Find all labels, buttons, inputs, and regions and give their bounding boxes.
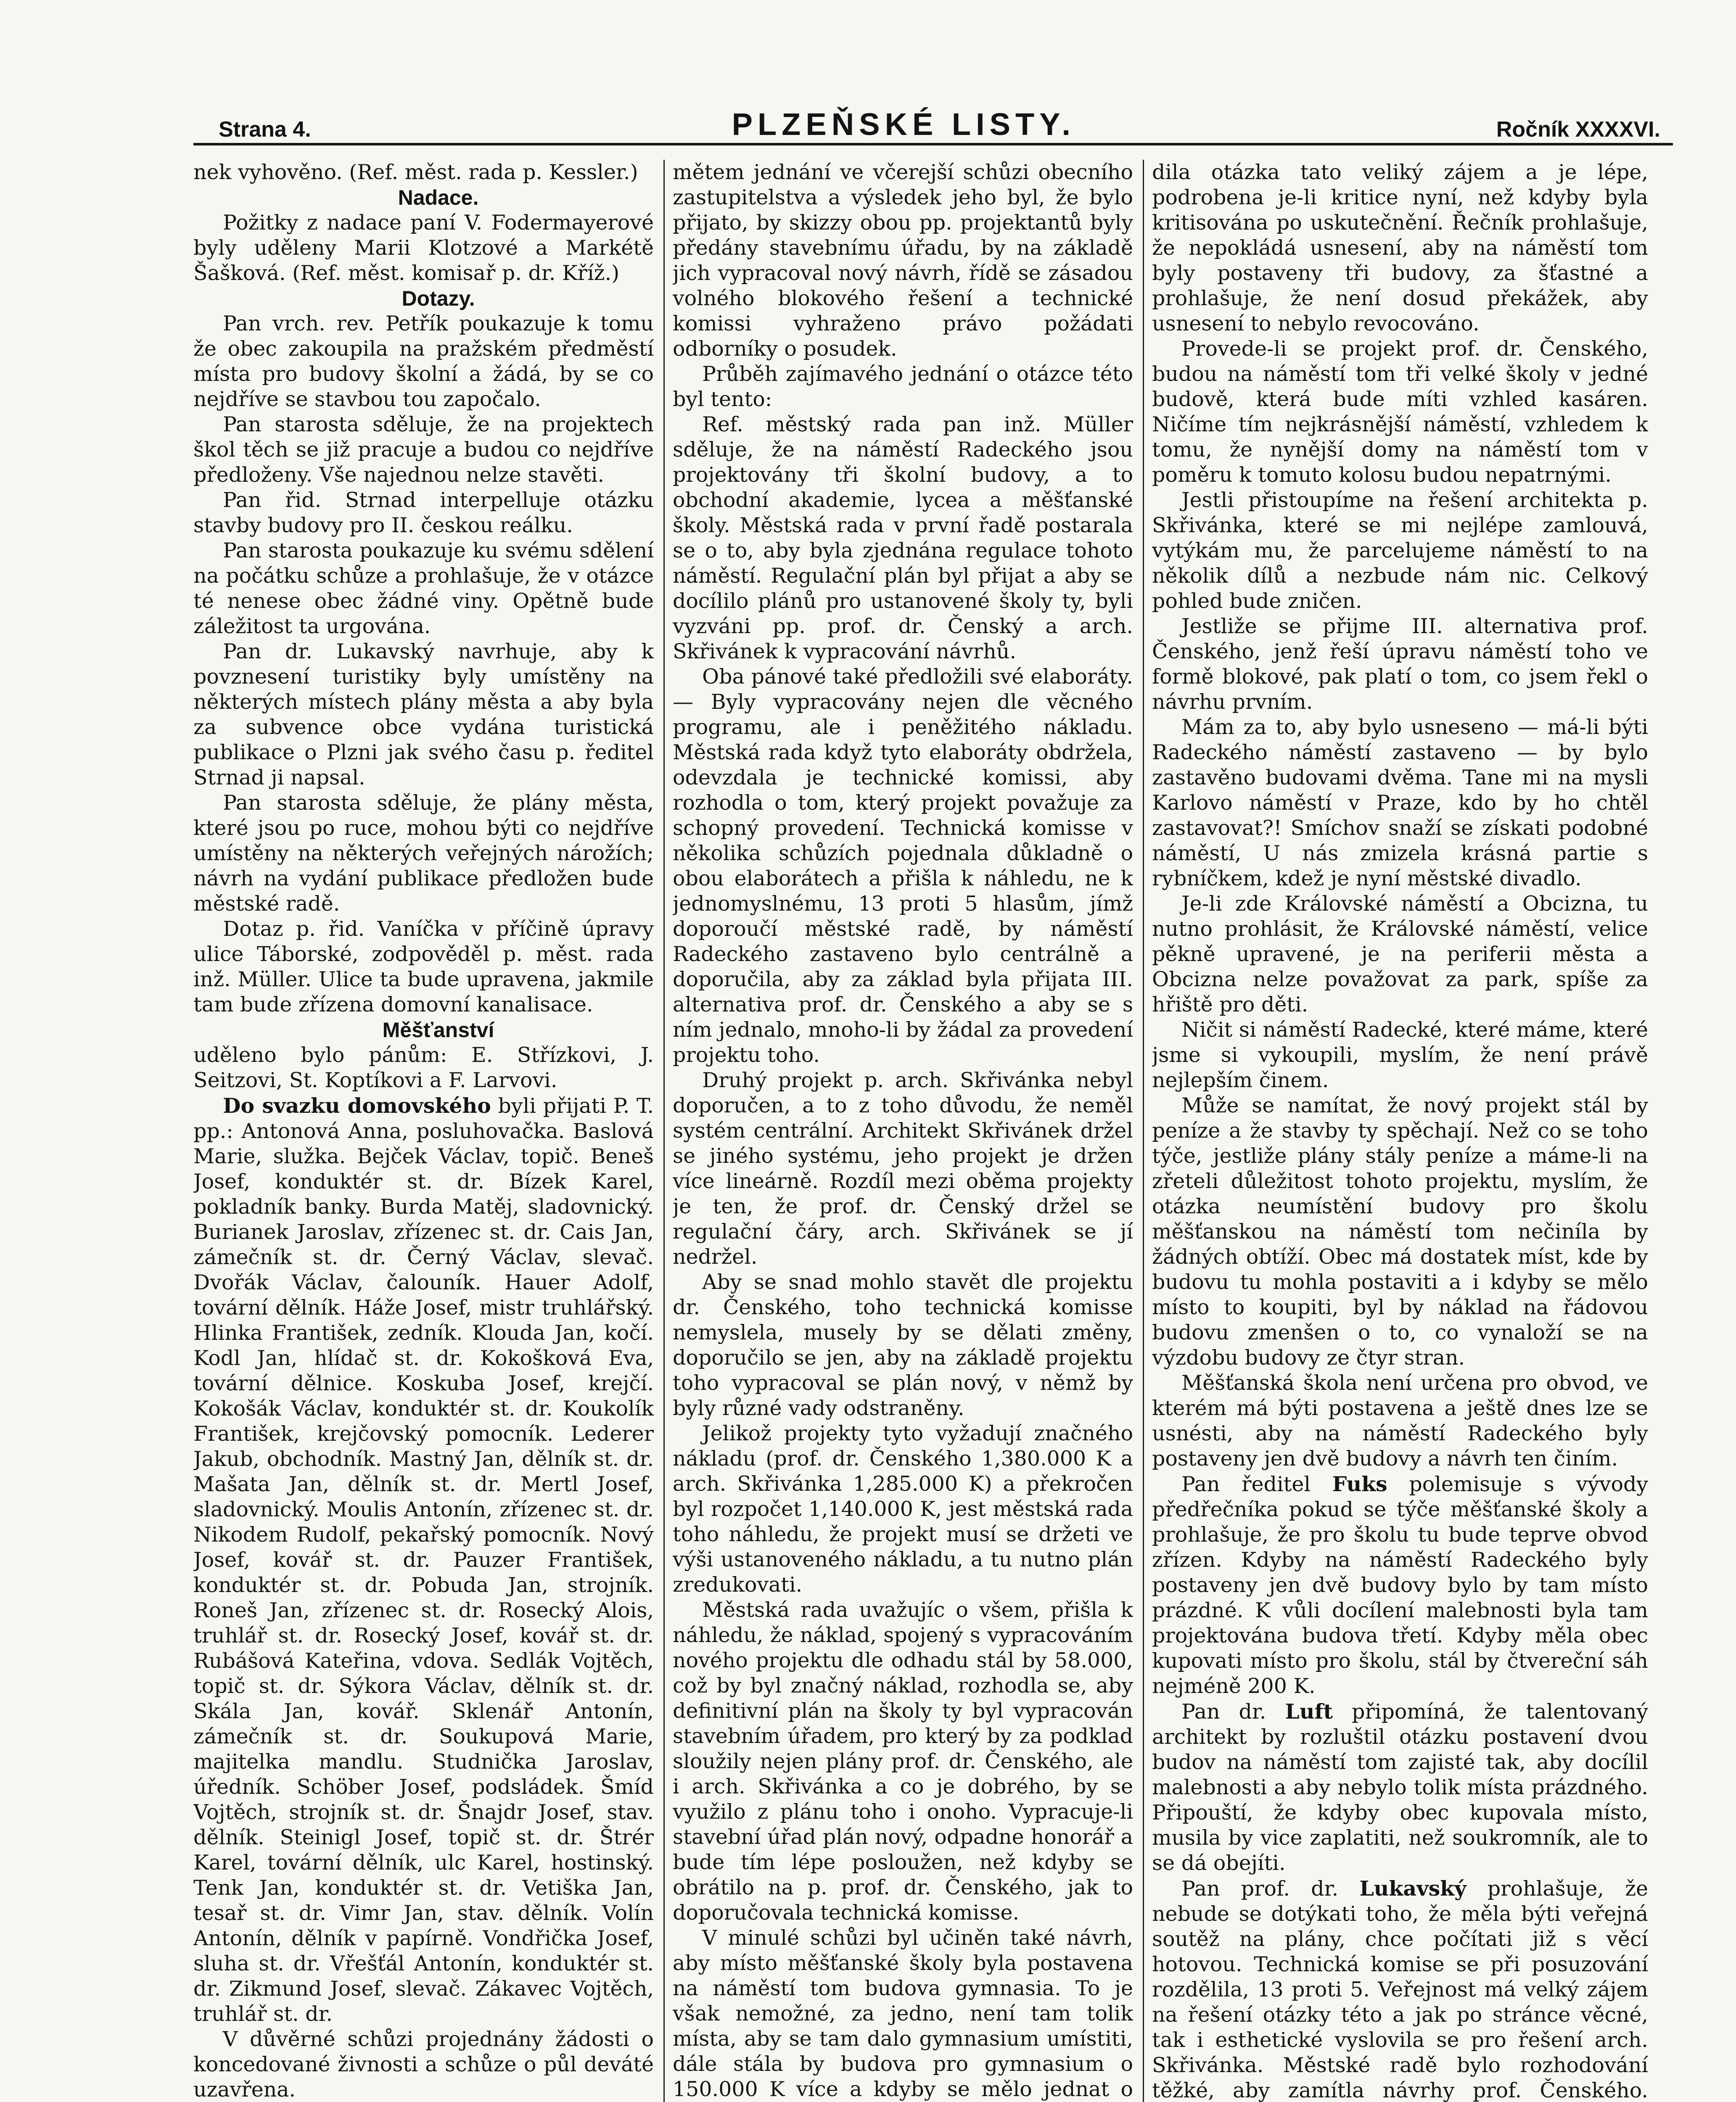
bold-name: Lukavský: [1359, 1876, 1466, 1901]
paragraph: Ref. městský rada pan inž. Müller sděluje, že na náměstí Radeckého jsou projektovány tři školní budovy, a to obchodní akademie, lycea a měšťanské školy. Městská rada v první řadě postarala se o to, aby byla zjednána regulace tohoto náměstí. Regulační plán byl přijat a aby se docílilo plánů pro ustanovené školy ty, byli vyzváni pp. prof. dr. Čenský a arch. Skřivánek k vypracování návrhů.: [673, 412, 1133, 663]
header-rule: [193, 143, 1673, 145]
paragraph: Jestliže se přijme III. alternativa prof. Čenského, jenž řeší úpravu náměstí toho ve formě blokové, pak platí o tom, co jsem řekl o návrhu prvním.: [1152, 614, 1648, 714]
column-3: [1152, 160, 1648, 2102]
section-heading-nadace: Nadace.: [398, 186, 479, 209]
paragraph: nek vyhověno. (Ref. měst. rada p. Kessler.): [193, 160, 638, 184]
paragraph: Městská rada uvažujíc o všem, přišla k náhledu, že náklad, spojený s vypracováním nového projektu dle odhadu stál by 58.000, což by byl značný náklad, rozhodla se, aby definitivní plán na školy ty byl vypracován stavebním úřadem, pro který by za podklad sloužily nejen plány prof. dr. Čenského, ale i arch. Skřivánka a co je dobrého, by se využilo z plánu toho i onoho. Vypracuje-li stavební úřad plán nový, odpadne honorář a bude tím lépe posloužen, než kdyby se obrátilo na p. prof. dr. Čenského, jak to doporučovala technická komisse.: [673, 1598, 1133, 1925]
paragraph: Jelikož projekty tyto vyžadují značného nákladu (prof. dr. Čenského 1,380.000 K a arch. Skřivánka 1,285.000 K) a překročen byl rozpočet 1,140.000 K, jest městská rada toho náhledu, že projekt musí se držeti ve výši ustanoveného nákladu, a tu nutno plán zredukovati.: [673, 1421, 1133, 1597]
paragraph: [1152, 1876, 1648, 2102]
paragraph: [1152, 1699, 1648, 1876]
paragraph: Druhý projekt p. arch. Skřivánka nebyl doporučen, a to z toho důvodu, že neměl systém centrální. Architekt Skřivánek držel se jiného systému, jeho projekt je držen více lineárně. Rozdíl mezi oběma projekty je ten, že prof. dr. Čenský držel se regulační čáry, arch. Skřivánek se jí nedržel.: [673, 1068, 1133, 1269]
paragraph: Požitky z nadace paní V. Fodermayerové byly uděleny Marii Klotzové a Markétě Šašková. (Ref. měst. komisař p. dr. Kříž.): [193, 211, 654, 285]
bold-lead: Do svazku domovského: [223, 1093, 491, 1118]
paragraph: Mám za to, aby bylo usneseno — má-li býti Radeckého náměstí zastaveno — by bylo zastavěno budovami dvěma. Tane mi na mysli Karlovo náměstí v Praze, kdo by ho chtěl zastavovat?! Smíchov snaží se získati podobné náměstí, U nás zmizela krásná partie s rybníčkem, kdež je nyní městské divadlo.: [1152, 715, 1648, 890]
column-divider: [1143, 160, 1144, 2102]
paragraph: V minulé schůzi byl učiněn také návrh, aby místo měšťanské školy byla postavena na náměstí tom budova gymnasia. To je však nemožné, za jedno, není tam tolik místa, aby se tam dalo gymnasium umístiti, dále stála by budova pro gymnasium o 150.000 K více a kdyby se mělo jednat o: [673, 1926, 1133, 2101]
page-number: Strana 4.: [219, 117, 311, 142]
paragraph: Ničit si náměstí Radecké, které máme, které jsme si vykoupili, myslím, že není právě nejlepším činem.: [1152, 1018, 1648, 1092]
paragraph: Pan starosta poukazuje ku svému sdělení na počátku schůze a prohlašuje, že v otázce té nenese obec žádné viny. Opětně bude záležitost ta urgována.: [193, 539, 654, 638]
paragraph: dila otázka tato veliký zájem a je lépe, podrobena je-li kritice nyní, než kdyby byla kritisována po uskutečnění. Řečník prohlašuje, že nepokládá usnesení, aby na náměstí tom byly postaveny tři budovy, za šťastné a prohlašuje, že není dosud překážek, aby usnesení to nebylo revocováno.: [1152, 160, 1648, 335]
paragraph: uděleno bylo pánům: E. Střízkovi, J. Seitzovi, St. Koptíkovi a F. Larvovi.: [193, 1043, 654, 1092]
paragraph: Aby se snad mohlo stavět dle projektu dr. Čenského, toho technická komisse nemyslela, musely by se dělati změny, doporučilo se jen, aby na základě projektu toho vypracoval se plán nový, v němž by byly různé vady odstraněny.: [673, 1270, 1133, 1420]
bold-name: Fuks: [1332, 1472, 1387, 1496]
paragraph-text: polemisuje s vývody předřečníka pokud se týče měšťanské školy a prohlašuje, že pro školu tu bude teprve obvod zřízen. Kdyby na náměstí Radeckého byly postaveny jen dvě budovy bylo by tam místo prázdné. K vůli docílení malebnosti byla tam projektována budova třetí. Kdyby měla obec kupovati místo pro školu, stál by čtvereční sáh nejméně 200 K.: [1152, 1472, 1648, 1698]
masthead-title: PLZEŇSKÉ LISTY.: [732, 107, 1075, 142]
paragraph: Oba pánové také předložili své elaboráty. — Byly vypracovány nejen dle věcného programu, ale i peněžitého nákladu. Městská rada když tyto elaboráty obdržela, odevzdala je technické komissi, aby rozhodla o tom, který projekt považuje za schopný provedení. Technická komisse v několika schůzích pojednala důkladně o obou elaborátech a přišla k náhledu, ne k jednomyslnému, 13 proti 5 hlasům, jímž doporoučí městské radě, by náměstí Radeckého zastaveno bylo centrálně a doporučila, aby za základ byla přijata III. alternativa prof. dr. Čenského a aby se s ním jednalo, mnoho-li by žádal za provedení projektu toho.: [673, 665, 1133, 1067]
paragraph: Průběh zajímavého jednání o otázce této byl tento:: [673, 362, 1133, 411]
paragraph: Pan dr. Lukavský navrhuje, aby k povznesení turistiky byly umístěny na některých místech plány města a aby byla za subvence obce vydána turistická publikace o Plzni jak svého času p. ředitel Strnad ji napsal.: [193, 639, 654, 790]
column-divider: [663, 160, 665, 2102]
paragraph: Pan vrch. rev. Petřík poukazuje k tomu že obec zakoupila na pražském předměstí místa pro budovy školní a žádá, by se co nejdříve se stavbou tou započalo.: [193, 312, 654, 411]
paragraph: Pan řid. Strnad interpelluje otázku stavby budovy pro II. českou reálku.: [193, 488, 654, 537]
paragraph: Provede-li se projekt prof. dr. Čenského, budou na náměstí tom tři velké školy v jedné budově, která bude míti vzhled kasáren. Ničíme tím nejkrásnější náměstí, vzhledem k tomu, že nynější domy na náměstí tom v poměru k tomuto kolosu budou nepatrnými.: [1152, 337, 1648, 487]
page-header: [219, 100, 1660, 142]
section-heading-dotazy: Dotazy.: [402, 287, 475, 310]
paragraph-text: Pan dr.: [1181, 1700, 1285, 1724]
bold-name: Luft: [1285, 1699, 1333, 1724]
paragraph-text: Pan prof. dr.: [1181, 1877, 1360, 1901]
paragraph: mětem jednání ve včerejší schůzi obecního zastupitelstva a výsledek jeho byl, že bylo přijato, by skizzy obou pp. projektantů byly předány stavebnímu úřadu, by na základě jich vypracoval nový návrh, řídě se zásadou volného blokového řešení a technické komissi vyhraženo právo požádati odborníky o posudek.: [673, 160, 1133, 361]
paragraph: Jestli přistoupíme na řešení architekta p. Skřivánka, které se mi nejlépe zamlouvá, vytýkám mu, že parcelujeme náměstí to na několik dílů a nezbude nám nic. Celkový pohled bude zničen.: [1152, 488, 1648, 613]
paragraph: Měšťanská škola není určena pro obvod, ve kterém má býti postavena a ještě dnes lze se usnésti, aby na náměstí Radeckého byly postaveny jen dvě budovy a návrh ten činím.: [1152, 1371, 1648, 1471]
paragraph-text: prohlašuje, že nebude se dotýkati toho, že měla býti veřejná soutěž na plány, chce počítati již s věcí hotovou. Technická komise se při posuzování rozdělila, 13 proti 5. Veřejnost má velký zájem na řešení otázky této a jak po stránce věcné, tak i esthetické vyslovila se pro řešení arch. Skřivánka. Městské radě bylo rozhodování těžké, aby zamítla návrhy prof. Čenského.: [1152, 1877, 1648, 2102]
paragraph: [193, 1093, 654, 2027]
paragraph-text: Pan ředitel: [1181, 1472, 1332, 1496]
paragraph: Je-li zde Královské náměstí a Obcizna, tu nutno prohlásit, že Královské náměstí, velice pěkně upravené, je na periferii města a Obcizna nelze považovat za park, spíše za hřiště pro děti.: [1152, 892, 1648, 1017]
paragraph-text: připomíná, že talentovaný architekt by rozluštil otázku postavení dvou budov na náměstí tom zajisté tak, aby docílil malebnosti a aby nebylo tolik místa prázdného. Připouští, že kdyby obec kupovala místo, musila by vice zaplatiti, než soukromník, ale to se dá obejíti.: [1152, 1700, 1648, 1875]
paragraph: Může se namítat, že nový projekt stál by peníze a že stavby ty spěchají. Než co se toho týče, jestliže plány stály peníze a máme-li na zřeteli důležitost tohoto projektu, myslím, že otázka neumístění budovy pro školu měšťanskou na náměstí tom nečiníla by žádných obtíží. Obec má dostatek míst, kde by budovu tu mohla postaviti a i kdyby se mělo místo to koupiti, byl by náklad na řádovou budovu zmenšen o to, co vynaloží se na výzdobu budovy ze čtyr stran.: [1152, 1093, 1648, 1370]
paragraph: Dotaz p. řid. Vaníčka v příčině úpravy ulice Táborské, zodpověděl p. měst. rada inž. Müller. Ulice ta bude upravena, jakmile tam bude zřízena domovní kanalisace.: [193, 917, 654, 1017]
column-1: [193, 160, 654, 2102]
paragraph: [1152, 1471, 1648, 1699]
paragraph: Pan starosta sděluje, že na projektech škol těch se již pracuje a budou co nejdříve předloženy. Vše najednou nelze stavěti.: [193, 412, 654, 487]
column-2: [673, 160, 1133, 2102]
volume-number: Ročník XXXXVI.: [1496, 117, 1660, 142]
paragraph: Pan starosta sděluje, že plány města, které jsou po ruce, mohou býti co nejdříve umístěny na některých veřejných nárožích; návrh na vydání publikace předložen bude městské radě.: [193, 791, 654, 916]
paragraph: V důvěrné schůzi projednány žádosti o koncedované živnosti a schůze o půl deváté uzavřena.: [193, 2027, 654, 2102]
paragraph-text: byli přijati P. T. pp.: Antonová Anna, posluhovačka. Baslová Marie, služka. Bejček Václav, topič. Beneš Josef, konduktér st. dr. Bízek Karel, pokladník banky. Burda Matěj, sladovnický. Burianek Jaroslav, zřízenec st. dr. Cais Jan, zámečník st. dr. Černý Václav, slevač. Dvořák Václav, čalouník. Hauer Adolf, tovární dělník. Háže Josef, mistr truhlářský. Hlinka František, zedník. Klouda Jan, kočí. Kodl Jan, hlídač st. dr. Kokošková Eva, tovární dělnice. Koskuba Josef, krejčí. Kokošák Václav, konduktér st. dr. Koukolík František, krejčovský pomocník. Lederer Jakub, obchodník. Mastný Jan, dělník st. dr. Mašata Jan, dělník st. dr. Mertl Josef, sladovnický. Moulis Antonín, zřízenec st. dr. Nikodem Rudolf, pekařský pomocník. Nový Josef, kovář st. dr. Pauzer František, konduktér st. dr. Pobuda Jan, strojník. Roneš Jan, zřízenec st. dr. Rosecký Alois, truhlář st. dr. Rosecký Josef, kovář st. dr. Rubášová Kateřina, vdova. Sedlák Vojtěch, topič st. dr. Sýkora Václav, dělník st. dr. Skála Jan, kovář. Sklenář Antonín, zámečník st. dr. Soukupová Marie, majitelka mandlu. Studnička Jaroslav, úředník. Schöber Josef, podsládek. Šmíd Vojtěch, strojník st. dr. Šnajdr Josef, stav. dělník. Steinigl Josef, topič st. dr. Štrér Karel, tovární dělník, ulc Karel, hostinský. Tenk Jan, konduktér st. dr. Vetiška Jan, tesař st. dr. Vimr Jan, stav. dělník. Volín Antonín, dělník v papírně. Vondřička Josef, sluha st. dr. Vřešťál Antonín, konduktér st. dr. Zikmund Josef, slevač. Zákavec Vojtěch, truhlář st. dr.: [193, 1094, 654, 2026]
section-heading-mestanstvi: Měšťanství: [382, 1018, 494, 1042]
